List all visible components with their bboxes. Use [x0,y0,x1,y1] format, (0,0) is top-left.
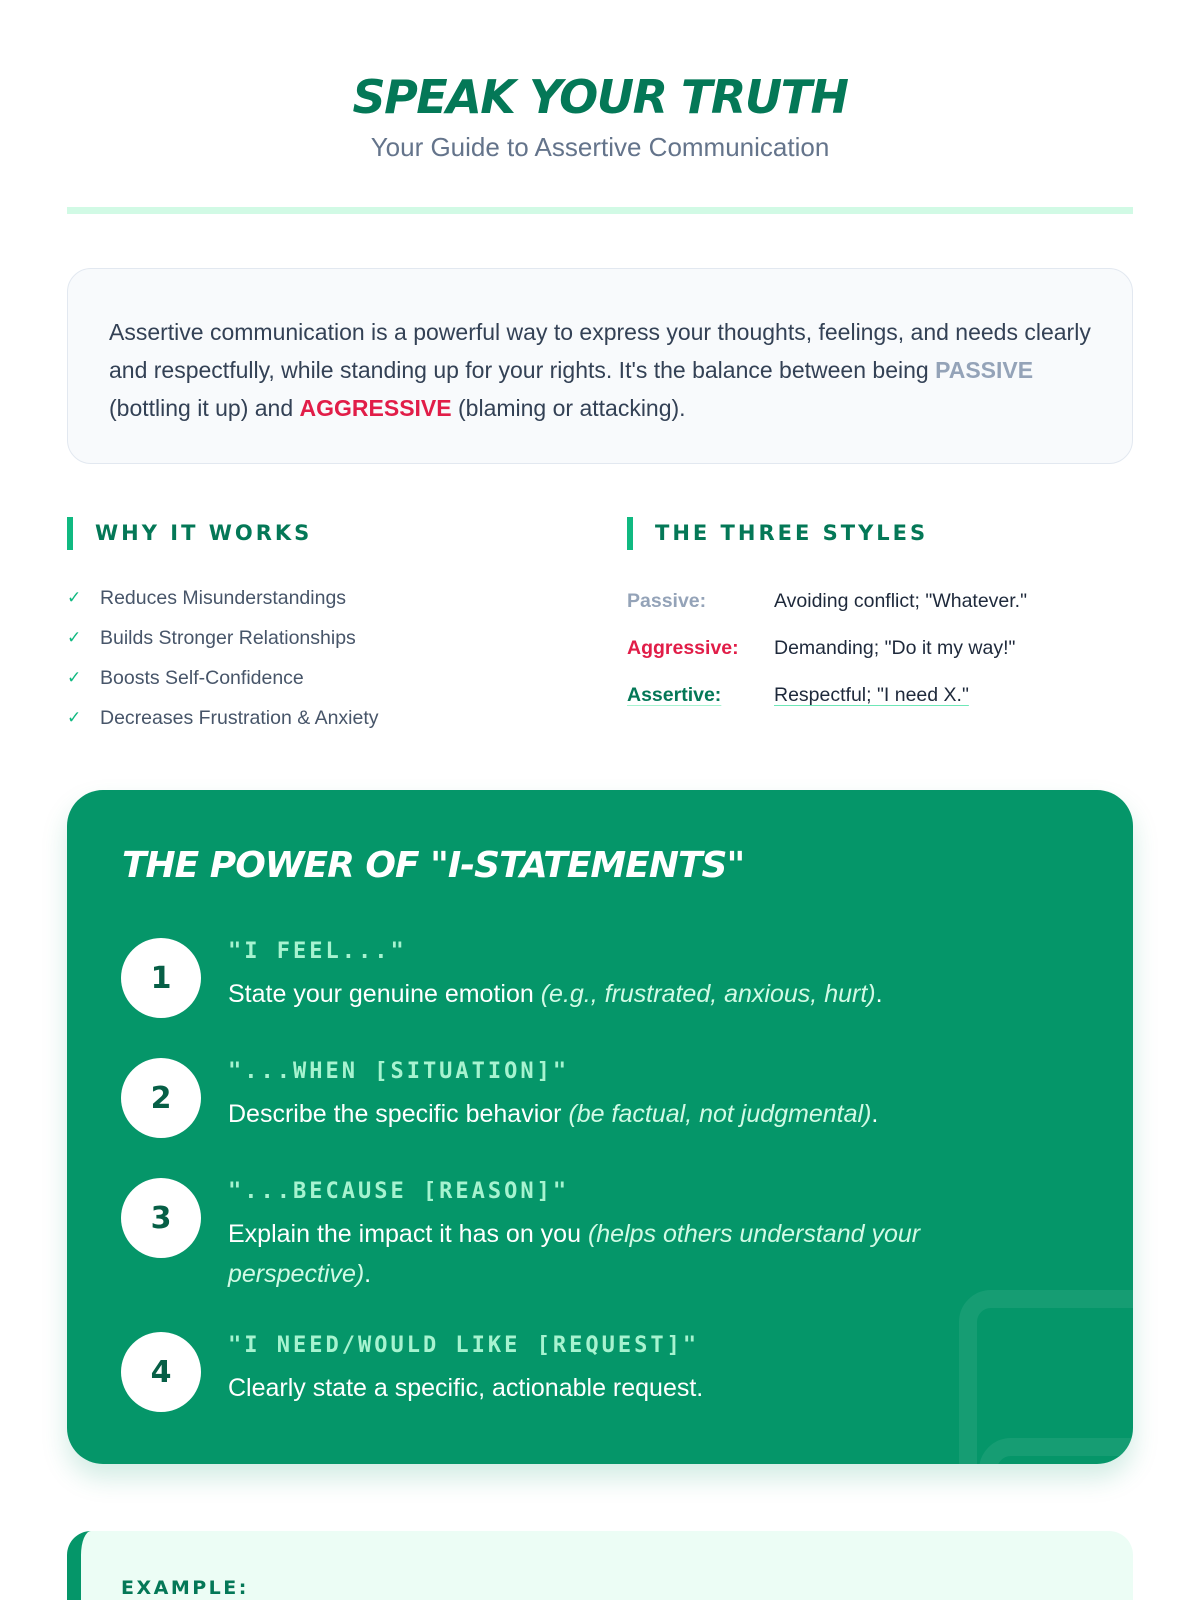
step-body: State your genuine emotion (e.g., frustrated, anxious, hurt). [228,980,883,1008]
check-icon: ✓ [67,708,82,727]
step-body: Explain the impact it has on you (helps others understand your perspective). [228,1220,921,1288]
header-divider [67,207,1133,214]
i-statements-title: THE POWER OF "I-STATEMENTS" [122,845,745,886]
step-number-badge: 1 [121,938,201,1018]
benefits-list [67,578,379,738]
style-row-assertive [627,672,1027,719]
style-row-aggressive [627,625,1027,672]
step-heading: "...BECAUSE [REASON]" [228,1179,570,1204]
step-text [228,1178,1048,1294]
step-body: Clearly state a specific, actionable request. [228,1374,704,1402]
list-item: ✓ Decreases Frustration & Anxiety [67,706,379,729]
style-label: Aggressive: [627,637,739,659]
passive-keyword: PASSIVE [935,357,1034,383]
step-number-badge: 3 [121,1178,201,1258]
check-icon: ✓ [67,588,82,607]
intro-card [67,268,1133,464]
decorative-shape [979,1438,1133,1464]
page-subtitle: Your Guide to Assertive Communication [370,132,830,162]
list-item: ✓ Reduces Misunderstandings [67,586,347,609]
step-text [228,938,1048,1014]
i-statements-panel [67,790,1133,1464]
example-label: EXAMPLE: [121,1577,249,1599]
step-heading: "I FEEL..." [228,939,407,964]
aggressive-keyword: AGGRESSIVE [299,395,452,421]
check-icon: ✓ [67,628,82,647]
step-heading: "...WHEN [SITUATION]" [228,1059,570,1084]
step-heading: "I NEED/WOULD LIKE [REQUEST]" [228,1333,700,1358]
style-description: Respectful; "I need X." [774,684,969,706]
styles-list [627,578,1027,719]
example-card [67,1531,1133,1600]
style-label: Assertive: [627,684,722,706]
step-number-badge: 4 [121,1332,201,1412]
three-styles-heading: THE THREE STYLES [627,517,928,550]
step-number-badge: 2 [121,1058,201,1138]
intro-text: Assertive communication is a powerful way to express your thoughts, feelings, and needs clearly and respectfully, while standing up for your rights. It's the balance between being PASSIVE (bottling it up) and AGGRESSIVE (blaming or attacking). [109,319,1091,421]
step-text [228,1058,1048,1134]
style-row-passive [627,578,1027,625]
why-it-works-heading: WHY IT WORKS [67,517,312,550]
list-item: ✓ Boosts Self-Confidence [67,666,304,689]
style-label: Passive: [627,590,707,612]
style-description: Demanding; "Do it my way!" [774,637,1016,659]
style-description: Avoiding conflict; "Whatever." [774,590,1028,612]
page-title: SPEAK YOUR TRUTH [352,70,848,124]
check-icon: ✓ [67,668,82,687]
step-body: Describe the specific behavior (be factual, not judgmental). [228,1100,879,1128]
list-item: ✓ Builds Stronger Relationships [67,626,356,649]
page-header [0,0,1200,163]
step-text [228,1332,1048,1408]
